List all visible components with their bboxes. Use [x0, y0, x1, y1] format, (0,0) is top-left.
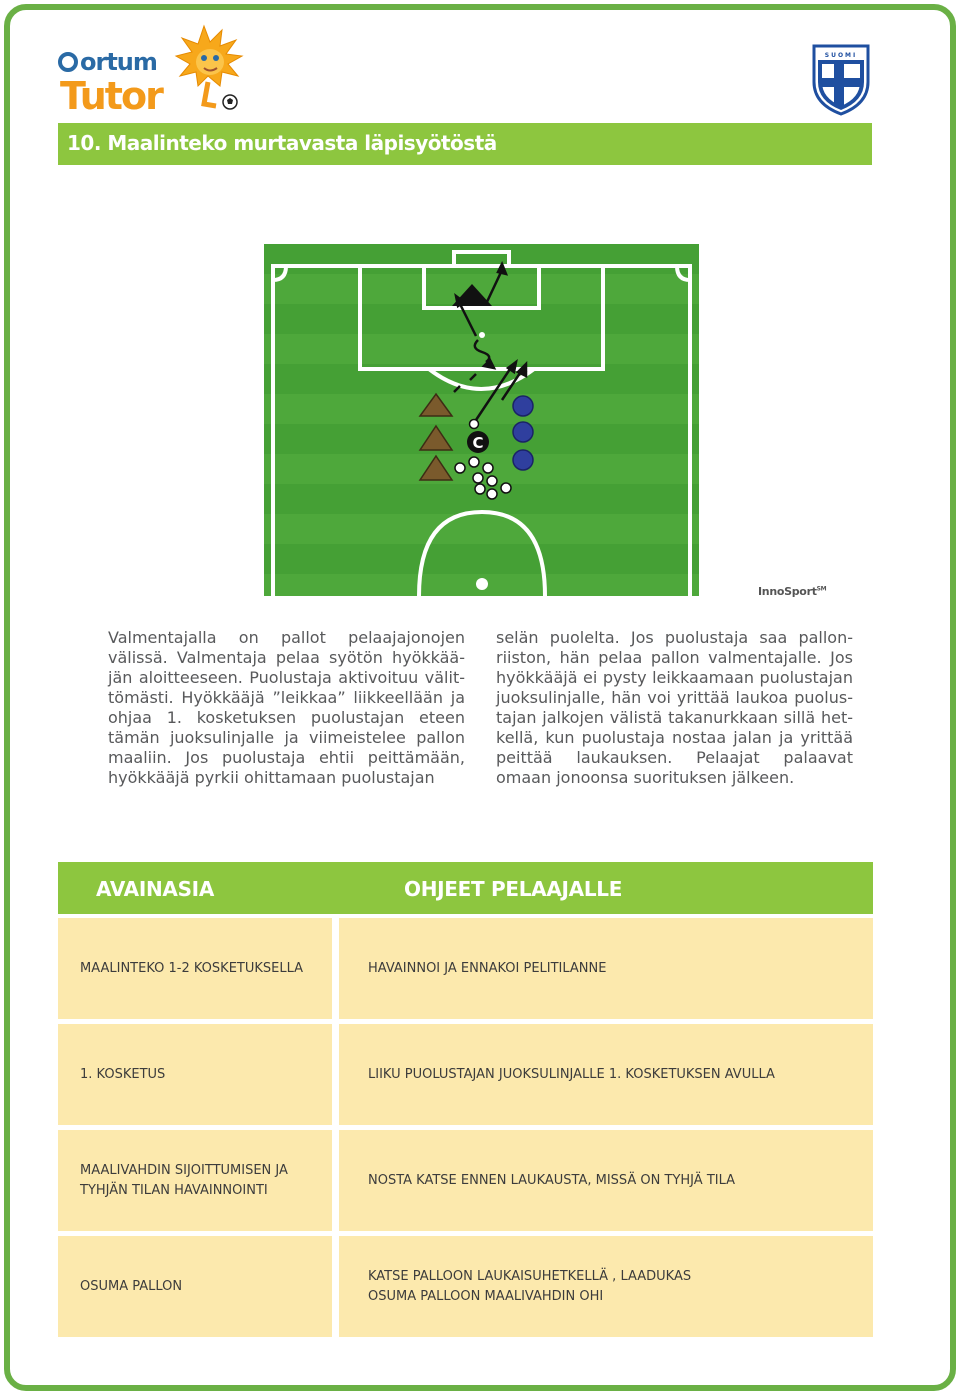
header-player-instructions: OHJEET PELAAJALLE — [404, 877, 623, 901]
ball-icon — [483, 463, 493, 473]
instruction-cell — [339, 1236, 873, 1337]
coach-label: C — [472, 434, 484, 452]
ball-icon — [501, 483, 511, 493]
ball-icon — [487, 476, 497, 486]
table-header — [58, 862, 873, 914]
ball-icon — [470, 420, 479, 429]
instruction-text: KATSE PALLOON LAUKAISUHETKELLÄ , LAADUKAS OSUMA PALLOON MAALIVAHDIN OHI — [368, 1268, 692, 1304]
key-point-cell — [58, 1236, 332, 1337]
defender-marker — [513, 450, 533, 470]
diagram-credit — [758, 585, 826, 598]
crest-label: SUOMI — [824, 52, 858, 59]
description-column-1: Valmentajalla on pallot pelaajajonojen välissä. Valmentaja pelaa syötön hyökkääjän aloitteeseen. Puolustaja aktivoituu välittömästi. Hyökkääjä ”leikkaa” liikkeellään ja ohjaa 1. kosketuksen puolustajan eteen tämän juoksulinjalle ja viimeistelee pallon maaliin. Jos puolustaja ehtii peittämään, hyökkääjä pyrkii ohittamaan puolustajan — [108, 628, 465, 787]
key-point-cell — [58, 1130, 332, 1231]
instruction-cell — [339, 918, 873, 1019]
table-row — [58, 1024, 873, 1125]
key-point-cell — [58, 918, 332, 1019]
defender-marker — [513, 396, 533, 416]
title-bar — [58, 123, 872, 165]
table-row — [58, 1236, 873, 1337]
key-point-text: MAALIVAHDIN SIJOITTUMISEN JA TYHJÄN TILAN HAVAINNOINTI — [80, 1162, 288, 1198]
ball-icon — [487, 489, 497, 499]
credit-name: InnoSport — [758, 585, 817, 598]
description-column-2: selän puolelta. Jos puolustaja saa pallonriiston, hän pelaa pallon valmentajalle. Jos hyökkääjä ei pysty leikkaamaan puolustajan juoksulinjalle, hän voi yrittää laukoa puolustajan jalkojen välistä takanurkkaan sillä hetkellä, kun puolustaja nostaa jalan ja yrittää peittää laukauksen. Pelaajat palaavat omaan jonoonsa suorituksen jälkeen. — [496, 628, 853, 787]
key-point-cell — [58, 1024, 332, 1125]
table-row — [58, 918, 873, 1019]
ball-icon — [473, 473, 483, 483]
penalty-spot — [479, 332, 485, 338]
pitch-diagram — [264, 244, 699, 596]
instruction-text: HAVAINNOI JA ENNAKOI PELITILANNE — [368, 960, 607, 976]
key-point-text: 1. KOSKETUS — [80, 1066, 166, 1082]
instruction-text: LIIKU PUOLUSTAJAN JUOKSULINJALLE 1. KOSKETUKSEN AVULLA — [368, 1066, 775, 1082]
fortum-wordmark: ortum — [58, 48, 157, 76]
ball-icon — [455, 463, 465, 473]
key-point-text: OSUMA PALLON — [80, 1278, 183, 1294]
header-key-points: AVAINASIA — [96, 877, 215, 901]
ball-icon — [475, 484, 485, 494]
finland-crest-logo — [812, 44, 870, 116]
table-row — [58, 1130, 873, 1231]
instruction-cell — [339, 1024, 873, 1125]
center-spot — [476, 578, 488, 590]
key-point-text: MAALINTEKO 1-2 KOSKETUKSELLA — [80, 960, 304, 976]
tutor-wordmark: Tutor — [60, 74, 162, 118]
instruction-text: NOSTA KATSE ENNEN LAUKAUSTA, MISSÄ ON TYHJÄ TILA — [368, 1172, 736, 1188]
fortum-tutor-logo — [56, 22, 246, 117]
ball-icon — [469, 457, 479, 467]
page-title: 10. Maalinteko murtavasta läpisyötöstä — [67, 131, 497, 155]
credit-mark: SM — [816, 585, 827, 593]
defender-marker — [513, 422, 533, 442]
instruction-cell — [339, 1130, 873, 1231]
defender-queue — [513, 396, 533, 470]
mascot-icon — [164, 22, 244, 114]
